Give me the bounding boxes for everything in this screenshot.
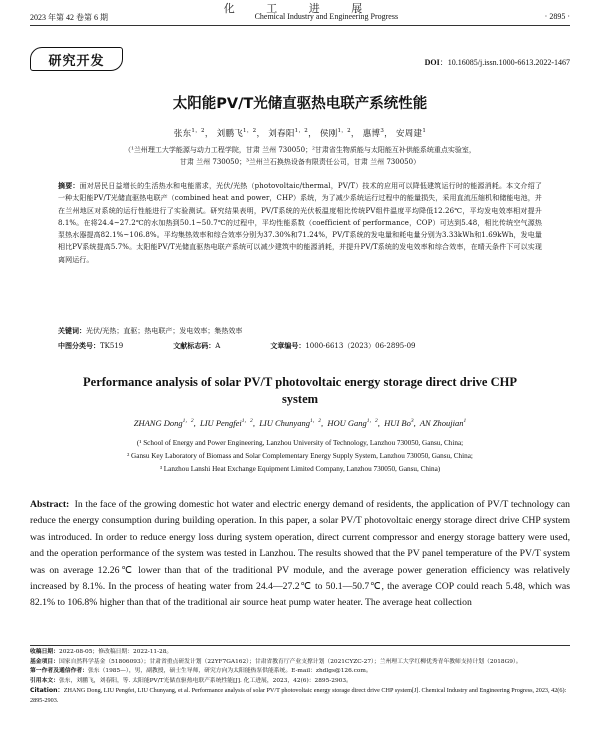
footnote-text: 张东（1985—），男，副教授，硕士生导师，研究方向为太阳能热泵供能系统。E-mail：zhdlgs@126.com。 xyxy=(87,668,372,675)
cn-aff-line: （¹兰州理工大学能源与动力工程学院，甘肃 兰州 730050；²甘肃省生物质能与太阳能互补供能系统重点实验室， xyxy=(124,146,476,154)
en-abstract-label: Abstract: xyxy=(30,499,70,510)
cn-abstract-label: 摘要： xyxy=(58,182,80,190)
cn-abstract xyxy=(58,180,542,266)
page-number: · 2895 · xyxy=(544,12,570,21)
doi[interactable] xyxy=(425,57,570,68)
en-author: LIU Chunyang xyxy=(259,417,310,428)
en-author-sup: 3 xyxy=(410,418,414,424)
en-author-sup: 1，2 xyxy=(182,418,194,424)
cn-author-sup: 3 xyxy=(380,128,385,134)
en-affiliations xyxy=(40,437,560,476)
cn-author: 张东 xyxy=(173,128,192,139)
clc-value: TK519 xyxy=(100,342,124,350)
doc-code-label: 文献标志码： xyxy=(173,342,216,350)
doc-code xyxy=(173,341,220,351)
cn-author: 刘鹏飞 xyxy=(216,128,244,139)
cn-affiliations xyxy=(58,144,542,168)
doi-label: DOI xyxy=(424,58,440,67)
cn-abstract-text: 面对居民日益增长的生活热水和电能需求，光伏/光热（photovoltaic/thermal，PV/T）技术的应用可以降低建筑运行时的能源消耗。本文介绍了一种太阳能PV/T光储直驱热电联产（combined heat and power，CHP）系统，为了减少系统运行过程中的能量损失，采用直流压缩机和储能电池，并在兰州地区对系统的运行性能进行了实验测试。研究结果表明，PV/T系统的光伏板温度相比传统PV组件温度平均降低12.26℃，平均发电效率相对提升8.1%。在将24.4~27.2℃的水加热到50.1~50.7℃的过程中，平均性能系数（coefficient of performance，COP）可达到5.48，相比传统空气源热泵热水器提高82.1%~106.8%。平均集热效率和综合效率分别为37.30%和71.24%，PV/T系统的发电量和耗电量分别为3.33kWh和1.69kWh，发电量相比PV系统提高5.7%。太阳能PV/T光储直驱热电联产系统可以减少建筑中的能源消耗，并提升PV/T系统的发电效率和综合效率，在晴天条件下可以实现离网运行。 xyxy=(58,182,542,264)
clc-number xyxy=(58,341,123,351)
cn-keywords xyxy=(58,326,542,336)
footnote-funding xyxy=(30,658,570,668)
issue-label: 2023 年第 42 卷第 6 期 xyxy=(30,13,108,22)
running-header xyxy=(30,12,570,26)
cn-author-sup: 1，2 xyxy=(337,128,351,134)
en-aff-line: ² Gansu Key Laboratory of Biomass and Solar Complementary Energy Supply System, Lanzhou 730050, Gansu, China; xyxy=(127,452,473,460)
footnote-cite-cn xyxy=(30,677,570,687)
footnote-text: 国家自然科学基金（51806093）；甘肃省重点研发计划（22YF7GA162）；甘肃省教育厅产业支撑计划（2021CYZC-27）；兰州理工大学红柳优秀青年教师支持计划（2018G9）。 xyxy=(59,658,522,665)
footnote-label: 基金项目： xyxy=(30,658,59,665)
journal-name-en: Chemical Industry and Engineering Progress xyxy=(254,12,399,21)
en-author-sup: 1，2 xyxy=(309,418,321,424)
clc-label: 中图分类号： xyxy=(58,342,100,350)
en-aff-line: ³ Lanzhou Lanshi Heat Exchange Equipment Limited Company, Lanzhou 730050, Gansu, China) xyxy=(159,465,441,473)
en-author: HOU Gang xyxy=(327,417,367,428)
footnote-text: 张东，刘鹏飞，刘春阳，等. 太阳能PV/T光储直驱热电联产系统性能[J]. 化工进展，2023，42(6)：2895-2903。 xyxy=(59,677,352,684)
footnote-divider xyxy=(30,645,570,646)
article-number-label: 文章编号： xyxy=(270,342,306,350)
footnote-label: 引用本文： xyxy=(30,677,59,684)
cn-author: 惠博 xyxy=(362,128,381,139)
cn-author: 安周建 xyxy=(395,128,423,139)
cn-author-sup: 1，2 xyxy=(294,128,309,134)
en-author-sup: 1，2 xyxy=(366,418,378,424)
en-author: LIU Pengfei xyxy=(200,417,242,428)
doi-value: ：10.16085/j.issn.1000-6613.2022-1467 xyxy=(439,58,570,67)
en-author: ZHANG Dong xyxy=(133,417,183,428)
section-stamp: 研究开发 xyxy=(30,47,123,71)
en-abstract-text: In the face of the growing domestic hot water and electric energy demand of residents, the application of PV/T technology can reduce the energy consumption during building operation. In this paper, a solar PV/T photovoltaic energy storage direct drive CHP system was introduced. In order to reduce energy loss during system operation, direct current compressor and energy storage battery were used, and the operation performance of the system was tested in Lanzhou. The results showed that the PV panel temperature of the PV/T system was on average 12.26℃ lower than that of the traditional PV module, and the average power generation efficiency was relatively increased by 8.1%. In the process of heating water from 24.4—27.2℃ to 50.1—50.7℃, the average COP could reach 5.48, which was 82.1% to 106.8% higher than that of the traditional air source heat pump water heater. The average heat collection xyxy=(30,499,570,609)
en-author-sup: 1，2 xyxy=(241,418,253,424)
en-aff-line: (¹ School of Energy and Power Engineering, Lanzhou University of Technology, Lanzhou 730050, Gansu, China; xyxy=(136,439,464,447)
article-number-value: 1000-6613（2023）06-2895-09 xyxy=(305,342,416,350)
en-authors: ZHANG Dong$^{1,2}$, LIU Pengfei$^{1,2}$, LIU Chunyang$^{1,2}$, HOU Gang$^{1,2}$, HUI Bo$^3$, AN Zhoujian$^1$ xyxy=(133,417,467,428)
cn-author: 刘春阳 xyxy=(268,128,295,139)
doc-code-value: A xyxy=(215,342,221,350)
en-author: HUI Bo xyxy=(384,417,411,428)
footnotes xyxy=(30,648,570,706)
footnote-label: 第一作者及通信作者： xyxy=(30,668,88,675)
cn-classification xyxy=(58,341,542,351)
footnote-received xyxy=(30,648,570,658)
cn-author-sup: 1，2 xyxy=(191,128,205,134)
cn-aff-line: 甘肃 兰州 730050；³兰州兰石换热设备有限责任公司，甘肃 兰州 730050） xyxy=(179,158,421,166)
footnote-text: ZHANG Dong, LIU Pengfei, LIU Chunyang, et al. Performance analysis of solar PV/T photovoltaic energy storage direct drive CHP system[J]. Chemical Industry and Engineering Progress, 2023, 42(6): 2895-2903. xyxy=(30,687,567,704)
footnote-cite-en xyxy=(30,686,570,705)
cn-authors: 张东$^{1,2}$， 刘鹏飞$^{1,2}$， 刘春阳$^{1,2}$， 侯刚$^{1,2}$， 惠博$^3$， 安周建$^1$ xyxy=(173,128,427,139)
cn-keywords-label: 关键词： xyxy=(58,327,86,335)
footnote-text: 2022-08-05；修改稿日期：2022-11-28。 xyxy=(59,649,173,655)
en-author-sup: 1 xyxy=(463,418,467,424)
footnote-label: Citation： xyxy=(30,687,64,695)
footnote-label: 收稿日期： xyxy=(30,649,59,655)
en-author: AN Zhoujian xyxy=(419,417,464,428)
cn-keywords-text: 光伏/光热；直驱；热电联产；发电效率；集热效率 xyxy=(86,327,243,335)
cn-author-sup: 1，2 xyxy=(243,128,257,134)
cn-author: 侯刚 xyxy=(319,128,338,139)
journal-title: 化 工 进 展 xyxy=(223,2,377,15)
en-abstract xyxy=(30,497,570,612)
cn-author-sup: 1 xyxy=(422,128,427,134)
footnote-author xyxy=(30,667,570,677)
cn-title: 太阳能PV/T光储直驱热电联产系统性能 xyxy=(172,96,428,112)
article-number xyxy=(270,341,415,351)
en-title: Performance analysis of solar PV/T photovoltaic energy storage direct drive CHP system xyxy=(83,375,517,406)
